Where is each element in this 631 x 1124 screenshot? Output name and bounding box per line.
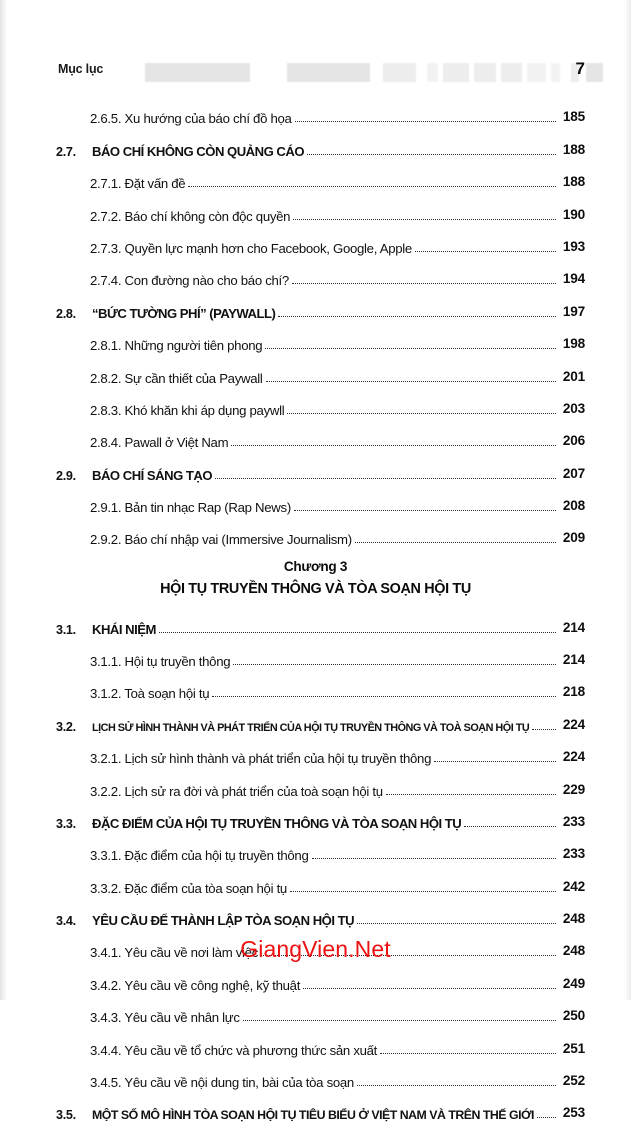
toc-entry[interactable] bbox=[0, 1027, 631, 1059]
toc-entry-title: LỊCH SỬ HÌNH THÀNH VÀ PHÁT TRIỂN CỦA HỘI TỤ TRUYỀN THÔNG VÀ TOÀ SOẠN HỘI TỤ bbox=[92, 721, 530, 734]
toc-leader-dots bbox=[415, 251, 556, 252]
toc-entry-page-number: 190 bbox=[562, 206, 585, 222]
toc-entry-page-number: 188 bbox=[562, 141, 585, 157]
toc-leader-dots bbox=[231, 445, 556, 446]
toc-entry-number: 3.4. bbox=[56, 914, 76, 929]
toc-entry-page-number: 224 bbox=[562, 749, 585, 765]
toc-entry-title: 2.7.1. Đặt vấn đề bbox=[90, 176, 186, 192]
toc-entry-body bbox=[90, 369, 585, 388]
toc-entry-title: ĐẶC ĐIỂM CỦA HỘI TỤ TRUYỀN THÔNG VÀ TÒA SOẠN HỘI TỤ bbox=[92, 815, 462, 831]
toc-entry-title: MỘT SỐ MÔ HÌNH TÒA SOẠN HỘI TỤ TIÊU BIỂU Ở VIỆT NAM VÀ TRÊN THẾ GIỚI bbox=[92, 1108, 534, 1123]
header-faded-block bbox=[443, 63, 469, 82]
table-of-contents bbox=[0, 96, 631, 1124]
toc-entry-body bbox=[90, 1073, 585, 1092]
toc-entry-body bbox=[90, 239, 585, 258]
toc-entry[interactable] bbox=[0, 355, 631, 387]
toc-leader-dots bbox=[293, 219, 556, 220]
toc-entry-body bbox=[92, 142, 585, 161]
toc-leader-dots bbox=[307, 154, 556, 155]
toc-entry-page-number: 207 bbox=[562, 465, 585, 481]
toc-entry-body bbox=[90, 498, 585, 517]
toc-entry-page-number: 250 bbox=[562, 1008, 585, 1024]
toc-leader-dots bbox=[464, 826, 556, 827]
toc-entry[interactable] bbox=[0, 452, 631, 484]
toc-entry-page-number: 206 bbox=[562, 433, 585, 449]
toc-leader-dots bbox=[278, 316, 556, 317]
toc-entry-page-number: 185 bbox=[562, 109, 585, 125]
toc-entry-body bbox=[92, 814, 585, 833]
toc-entry-body bbox=[90, 652, 585, 671]
toc-entry-title: KHÁI NIỆM bbox=[92, 621, 156, 637]
toc-entry-body bbox=[92, 911, 585, 930]
header-faded-block bbox=[501, 63, 522, 82]
toc-leader-dots bbox=[532, 729, 556, 730]
header-faded-block bbox=[527, 63, 546, 82]
toc-leader-dots bbox=[215, 478, 556, 479]
toc-entry[interactable] bbox=[0, 226, 631, 258]
header-title: Mục lục bbox=[58, 62, 104, 76]
toc-entry-body bbox=[90, 336, 585, 355]
toc-entry-page-number: 198 bbox=[562, 336, 585, 352]
toc-entry-title: 3.3.2. Đặc điểm của tòa soạn hội tụ bbox=[90, 880, 287, 896]
toc-entry-number: 3.5. bbox=[56, 1108, 76, 1123]
toc-entry-page-number: 214 bbox=[562, 619, 585, 635]
toc-entry-title: “BỨC TƯỜNG PHÍ” (PAYWALL) bbox=[92, 305, 276, 321]
toc-entry-body bbox=[92, 717, 585, 736]
toc-entry-page-number: 251 bbox=[562, 1040, 585, 1056]
toc-leader-dots bbox=[233, 664, 556, 665]
toc-entry-page-number: 242 bbox=[562, 878, 585, 894]
header-faded-block bbox=[287, 63, 370, 82]
toc-entry[interactable] bbox=[0, 736, 631, 768]
toc-entry[interactable] bbox=[0, 639, 631, 671]
toc-entry[interactable] bbox=[0, 128, 631, 160]
toc-leader-dots bbox=[386, 794, 556, 795]
running-header bbox=[0, 60, 631, 90]
header-faded-block bbox=[145, 63, 250, 82]
toc-entry[interactable] bbox=[0, 193, 631, 225]
toc-entry-number: 2.8. bbox=[56, 306, 76, 321]
toc-entry-page-number: 214 bbox=[562, 651, 585, 667]
toc-entry-body bbox=[90, 109, 585, 128]
toc-leader-dots bbox=[434, 761, 556, 762]
toc-entry[interactable] bbox=[0, 161, 631, 193]
chapter-title: HỘI TỤ TRUYỀN THÔNG VÀ TÒA SOẠN HỘI TỤ bbox=[160, 580, 471, 597]
toc-entry-title: 2.9.1. Bản tin nhạc Rap (Rap News) bbox=[90, 500, 291, 516]
toc-leader-dots bbox=[243, 1020, 556, 1021]
toc-entry-page-number: 194 bbox=[562, 271, 585, 287]
header-faded-block bbox=[586, 63, 603, 82]
toc-entry[interactable] bbox=[0, 290, 631, 322]
toc-entry-title: 3.4.2. Yêu cầu về công nghệ, kỹ thuật bbox=[90, 977, 301, 993]
toc-leader-dots bbox=[290, 891, 556, 892]
toc-leader-dots bbox=[292, 283, 556, 284]
toc-entry-page-number: 197 bbox=[562, 303, 585, 319]
toc-entry-title: 2.6.5. Xu hướng của báo chí đồ họa bbox=[90, 111, 292, 127]
toc-entry[interactable] bbox=[0, 1092, 631, 1124]
toc-leader-dots bbox=[159, 632, 556, 633]
toc-entry-body bbox=[90, 976, 585, 995]
toc-entry-title: 3.3.1. Đặc điểm của hội tụ truyền thông bbox=[90, 848, 309, 864]
toc-leader-dots bbox=[266, 381, 556, 382]
toc-entry-title: 2.7.2. Báo chí không còn độc quyền bbox=[90, 208, 291, 224]
toc-entry-title: 3.2.2. Lịch sử ra đời và phát triển của toà soạn hội tụ bbox=[90, 783, 383, 799]
toc-entry-title: 3.1.2. Toà soạn hội tụ bbox=[90, 686, 210, 702]
toc-entry[interactable] bbox=[0, 258, 631, 290]
toc-entry-title: 3.4.4. Yêu cầu về tổ chức và phương thức sản xuất bbox=[90, 1042, 378, 1058]
toc-entry[interactable] bbox=[0, 485, 631, 517]
toc-entry-number: 2.9. bbox=[56, 468, 76, 483]
toc-entry-title: 2.8.3. Khó khăn khi áp dụng paywll bbox=[90, 402, 285, 418]
toc-entry-title: 2.9.2. Báo chí nhập vai (Immersive Journalism) bbox=[90, 532, 352, 548]
toc-entry-number: 3.2. bbox=[56, 719, 76, 734]
toc-entry-page-number: 229 bbox=[562, 781, 585, 797]
toc-entry-title: 3.2.1. Lịch sử hình thành và phát triển của hội tụ truyền thông bbox=[90, 751, 432, 767]
toc-entry-body bbox=[90, 846, 585, 865]
toc-entry-number: 3.1. bbox=[56, 622, 76, 637]
header-page-number: 7 bbox=[575, 59, 585, 78]
toc-entry-page-number: 203 bbox=[562, 400, 585, 416]
toc-entry[interactable] bbox=[0, 768, 631, 800]
chapter-heading bbox=[0, 549, 631, 606]
toc-entry[interactable] bbox=[0, 671, 631, 703]
toc-entry-body bbox=[90, 1041, 585, 1060]
toc-entry-page-number: 218 bbox=[562, 684, 585, 700]
toc-entry[interactable] bbox=[0, 420, 631, 452]
toc-entry-title: YÊU CẦU ĐỂ THÀNH LẬP TÒA SOẠN HỘI TỤ bbox=[92, 913, 355, 929]
toc-entry-page-number: 253 bbox=[562, 1105, 585, 1121]
chapter-label: Chương 3 bbox=[283, 559, 348, 575]
toc-entry-body bbox=[90, 684, 585, 703]
toc-leader-dots bbox=[312, 858, 557, 859]
toc-entry-page-number: 252 bbox=[562, 1073, 585, 1089]
toc-entry[interactable] bbox=[0, 865, 631, 897]
toc-entry[interactable] bbox=[0, 1060, 631, 1092]
toc-entry[interactable] bbox=[0, 962, 631, 994]
toc-entry-body bbox=[90, 174, 585, 193]
toc-entry-page-number: 193 bbox=[562, 238, 585, 254]
toc-entry-title: 3.4.1. Yêu cầu về nơi làm việc bbox=[90, 945, 259, 961]
toc-entry-page-number: 224 bbox=[562, 716, 585, 732]
toc-leader-dots bbox=[380, 1053, 556, 1054]
toc-entry[interactable] bbox=[0, 323, 631, 355]
toc-entry-title: 2.8.4. Pawall ở Việt Nam bbox=[90, 435, 229, 451]
toc-entry-body bbox=[92, 304, 585, 323]
toc-leader-dots bbox=[303, 988, 556, 989]
toc-entry-title: 2.8.2. Sự cần thiết của Paywall bbox=[90, 370, 263, 386]
toc-entry-page-number: 248 bbox=[562, 943, 585, 959]
toc-entry-body bbox=[90, 530, 585, 549]
toc-leader-dots bbox=[357, 923, 556, 924]
toc-entry-title: 3.4.3. Yêu cầu về nhân lực bbox=[90, 1010, 240, 1026]
toc-entry-body bbox=[92, 1105, 585, 1124]
header-faded-block bbox=[551, 63, 560, 82]
toc-leader-dots bbox=[357, 1085, 556, 1086]
toc-entry-title: 2.7.3. Quyền lực mạnh hơn cho Facebook, Google, Apple bbox=[90, 240, 412, 256]
toc-entry-body bbox=[92, 620, 585, 639]
toc-entry-title: 2.8.1. Những người tiên phong bbox=[90, 338, 263, 354]
toc-entry-page-number: 233 bbox=[562, 813, 585, 829]
toc-leader-dots bbox=[294, 510, 556, 511]
toc-entry-title: 3.4.5. Yêu cầu về nội dung tin, bài của tòa soạn bbox=[90, 1075, 354, 1091]
header-faded-block bbox=[474, 63, 496, 82]
toc-leader-dots bbox=[265, 348, 556, 349]
toc-entry-page-number: 233 bbox=[562, 846, 585, 862]
toc-entry-title: 2.7.4. Con đường nào cho báo chí? bbox=[90, 273, 289, 289]
toc-entry[interactable] bbox=[0, 388, 631, 420]
toc-entry-number: 2.7. bbox=[56, 144, 76, 159]
toc-entry-title: BÁO CHÍ KHÔNG CÒN QUẢNG CÁO bbox=[92, 143, 305, 159]
toc-entry-body bbox=[90, 749, 585, 768]
toc-entry[interactable] bbox=[0, 96, 631, 128]
toc-entry-body bbox=[90, 401, 585, 420]
watermark: GiangVien.Net bbox=[240, 936, 391, 962]
toc-entry-number: 3.3. bbox=[56, 816, 76, 831]
toc-entry-title: BÁO CHÍ SÁNG TẠO bbox=[92, 467, 213, 483]
toc-entry[interactable] bbox=[0, 833, 631, 865]
header-faded-block bbox=[427, 63, 438, 82]
toc-entry-body bbox=[90, 782, 585, 801]
toc-leader-dots bbox=[212, 696, 556, 697]
toc-entry[interactable] bbox=[0, 898, 631, 930]
header-faded-block bbox=[383, 63, 416, 82]
toc-entry-body bbox=[90, 271, 585, 290]
toc-entry-page-number: 188 bbox=[562, 174, 585, 190]
toc-leader-dots bbox=[287, 413, 556, 414]
toc-entry-page-number: 208 bbox=[562, 498, 585, 514]
toc-entry-page-number: 248 bbox=[562, 911, 585, 927]
toc-entry-body bbox=[90, 879, 585, 898]
toc-entry-body bbox=[90, 433, 585, 452]
toc-entry-page-number: 201 bbox=[562, 368, 585, 384]
toc-leader-dots bbox=[537, 1117, 556, 1118]
toc-entry-page-number: 209 bbox=[562, 530, 585, 546]
toc-entry[interactable] bbox=[0, 606, 631, 638]
toc-entry-body bbox=[90, 207, 585, 226]
toc-leader-dots bbox=[188, 186, 556, 187]
toc-entry[interactable] bbox=[0, 703, 631, 735]
toc-entry[interactable] bbox=[0, 801, 631, 833]
toc-entry-body bbox=[90, 1008, 585, 1027]
toc-leader-dots bbox=[295, 121, 556, 122]
toc-entry[interactable] bbox=[0, 517, 631, 549]
toc-leader-dots bbox=[355, 542, 556, 543]
toc-entry-page-number: 249 bbox=[562, 975, 585, 991]
toc-entry-title: 3.1.1. Hội tụ truyền thông bbox=[90, 653, 231, 669]
toc-entry-body bbox=[92, 466, 585, 485]
